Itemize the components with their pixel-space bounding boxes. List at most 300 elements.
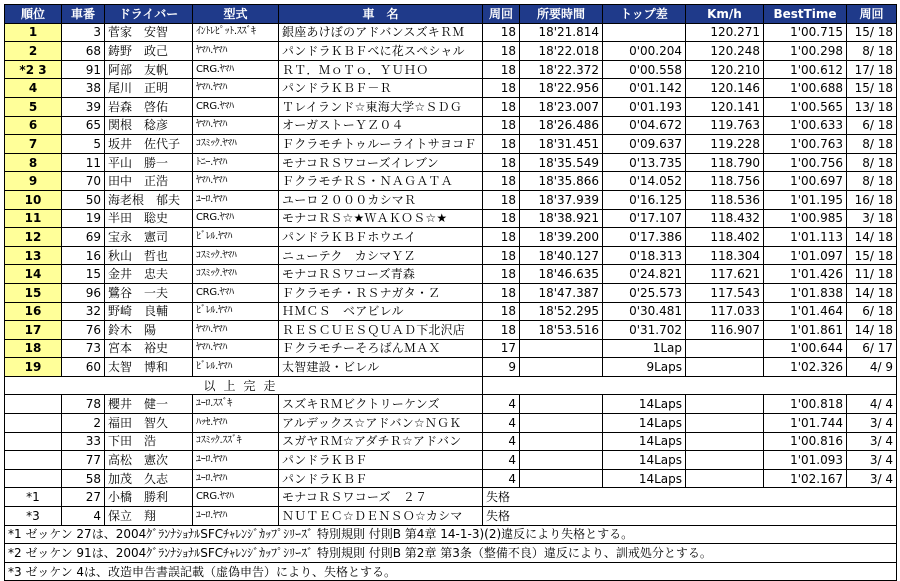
- car-number-cell: 77: [62, 451, 105, 470]
- position-cell: [5, 432, 62, 451]
- best-time-cell: 1'01.097: [764, 246, 847, 265]
- speed-cell: [686, 395, 764, 414]
- separator-label: 以上完走: [203, 378, 284, 393]
- best-lap-cell: 14/ 18: [847, 228, 897, 247]
- header-car-number: 車番: [62, 5, 105, 24]
- speed-cell: 118.402: [686, 228, 764, 247]
- total-time-cell: 18'21.814: [520, 23, 603, 42]
- best-time-cell: 1'00.715: [764, 23, 847, 42]
- result-row: [5, 97, 897, 116]
- best-time-cell: 1'00.756: [764, 153, 847, 172]
- car-number-cell: 76: [62, 321, 105, 340]
- header-driver: ドライバー: [105, 5, 193, 24]
- result-row: [5, 60, 897, 79]
- total-time-cell: [520, 358, 603, 377]
- best-lap-cell: 3/ 4: [847, 451, 897, 470]
- model-cell: ｺｽﾐｯｸ.ﾔﾏﾊ: [193, 246, 279, 265]
- status-cell: 失格: [483, 488, 897, 507]
- best-lap-cell: 14/ 18: [847, 321, 897, 340]
- model-cell: ﾄﾆｰ.ﾔﾏﾊ: [193, 153, 279, 172]
- total-time-cell: [520, 469, 603, 488]
- dnf-row: [5, 414, 897, 433]
- result-row: [5, 283, 897, 302]
- result-row: [5, 358, 897, 377]
- gap-cell: 0'01.142: [603, 79, 686, 98]
- car-name-cell: オーガストーＹＺ０４: [279, 116, 483, 135]
- car-number-cell: 5: [62, 135, 105, 154]
- position-cell: [5, 414, 62, 433]
- model-cell: ｲﾝﾄﾚﾋﾟｯﾄ.ｽｽﾞｷ: [193, 23, 279, 42]
- best-lap-cell: 3/ 4: [847, 469, 897, 488]
- laps-cell: 17: [483, 339, 520, 358]
- gap-cell: 0'25.573: [603, 283, 686, 302]
- best-lap-cell: 11/ 18: [847, 265, 897, 284]
- car-name-cell: ＦクラモチーそろばんＭＡＸ: [279, 339, 483, 358]
- total-time-cell: 18'23.007: [520, 97, 603, 116]
- driver-cell: 鈴木 陽: [105, 321, 193, 340]
- model-cell: ﾋﾞﾚﾙ.ﾔﾏﾊ: [193, 228, 279, 247]
- position-cell: 4: [5, 79, 62, 98]
- laps-cell: 4: [483, 432, 520, 451]
- car-number-cell: 60: [62, 358, 105, 377]
- gap-cell: 1Lap: [603, 339, 686, 358]
- gap-cell: 9Laps: [603, 358, 686, 377]
- best-time-cell: 1'00.697: [764, 172, 847, 191]
- best-time-cell: 1'01.426: [764, 265, 847, 284]
- car-name-cell: パンドラＫＢＦ－Ｒ: [279, 79, 483, 98]
- car-number-cell: 68: [62, 42, 105, 61]
- best-lap-cell: 15/ 18: [847, 23, 897, 42]
- driver-cell: 保立 翔: [105, 507, 193, 526]
- laps-cell: 18: [483, 190, 520, 209]
- best-time-cell: 1'01.838: [764, 283, 847, 302]
- speed-cell: [686, 414, 764, 433]
- model-cell: ﾊｯｾ.ﾔﾏﾊ: [193, 414, 279, 433]
- position-cell: 6: [5, 116, 62, 135]
- result-row: [5, 339, 897, 358]
- results-document: [4, 4, 896, 581]
- best-lap-cell: 16/ 18: [847, 190, 897, 209]
- header-best-time: BestTime: [764, 5, 847, 24]
- gap-cell: 14Laps: [603, 432, 686, 451]
- car-number-cell: 32: [62, 302, 105, 321]
- gap-cell: 0'01.193: [603, 97, 686, 116]
- gap-cell: 0'14.052: [603, 172, 686, 191]
- result-row: [5, 116, 897, 135]
- total-time-cell: 18'35.549: [520, 153, 603, 172]
- car-name-cell: アルデックス☆アドバン☆ＮＧＫ: [279, 414, 483, 433]
- best-time-cell: 1'01.744: [764, 414, 847, 433]
- driver-cell: 高松 憲次: [105, 451, 193, 470]
- gap-cell: 14Laps: [603, 451, 686, 470]
- driver-cell: 宝永 憲司: [105, 228, 193, 247]
- laps-cell: 18: [483, 60, 520, 79]
- gap-cell: 0'31.702: [603, 321, 686, 340]
- driver-cell: 下田 浩: [105, 432, 193, 451]
- speed-cell: [686, 432, 764, 451]
- driver-cell: 阿部 友帆: [105, 60, 193, 79]
- speed-cell: [686, 358, 764, 377]
- best-lap-cell: 3/ 4: [847, 414, 897, 433]
- car-name-cell: スガヤＲＭ☆アダチＲ☆アドバン: [279, 432, 483, 451]
- speed-cell: 120.271: [686, 23, 764, 42]
- best-time-cell: 1'00.818: [764, 395, 847, 414]
- model-cell: ﾕｰﾛ.ﾔﾏﾊ: [193, 507, 279, 526]
- model-cell: ｺｽﾐｯｸ.ﾔﾏﾊ: [193, 135, 279, 154]
- position-cell: 11: [5, 209, 62, 228]
- result-row: [5, 265, 897, 284]
- model-cell: ﾕｰﾛ.ﾔﾏﾊ: [193, 190, 279, 209]
- car-number-cell: 15: [62, 265, 105, 284]
- position-cell: 12: [5, 228, 62, 247]
- total-time-cell: 18'47.387: [520, 283, 603, 302]
- gap-cell: 14Laps: [603, 395, 686, 414]
- car-name-cell: Ｆクラモチ・ＲＳナガタ・Ｚ: [279, 283, 483, 302]
- position-cell: 18: [5, 339, 62, 358]
- header-model: 型式: [193, 5, 279, 24]
- disqualified-row: [5, 507, 897, 526]
- driver-cell: 加茂 久志: [105, 469, 193, 488]
- model-cell: ﾔﾏﾊ.ﾔﾏﾊ: [193, 116, 279, 135]
- model-cell: CRG.ﾔﾏﾊ: [193, 97, 279, 116]
- laps-cell: 18: [483, 283, 520, 302]
- best-time-cell: 1'00.816: [764, 432, 847, 451]
- car-name-cell: Ｔレイランド☆東海大学☆ＳＤＧ: [279, 97, 483, 116]
- car-name-cell: ユーロ２０００カシマＲ: [279, 190, 483, 209]
- speed-cell: 120.146: [686, 79, 764, 98]
- driver-cell: 関根 稔彦: [105, 116, 193, 135]
- best-lap-cell: 4/ 9: [847, 358, 897, 377]
- speed-cell: 119.228: [686, 135, 764, 154]
- gap-cell: 0'13.735: [603, 153, 686, 172]
- best-lap-cell: 3/ 4: [847, 432, 897, 451]
- driver-cell: 田中 正浩: [105, 172, 193, 191]
- car-name-cell: ＦクラモチトゥルーライトサヨコＦ: [279, 135, 483, 154]
- best-lap-cell: 8/ 18: [847, 153, 897, 172]
- best-lap-cell: 6/ 17: [847, 339, 897, 358]
- laps-cell: 18: [483, 209, 520, 228]
- gap-cell: 0'00.204: [603, 42, 686, 61]
- car-number-cell: 19: [62, 209, 105, 228]
- gap-cell: 0'16.125: [603, 190, 686, 209]
- car-number-cell: 39: [62, 97, 105, 116]
- gap-cell: 0'04.672: [603, 116, 686, 135]
- car-name-cell: モナコＲＳワコーズ ２７: [279, 488, 483, 507]
- car-number-cell: 4: [62, 507, 105, 526]
- car-number-cell: 58: [62, 469, 105, 488]
- laps-cell: 4: [483, 451, 520, 470]
- car-name-cell: パンドラＫＢＦホウエイ: [279, 228, 483, 247]
- driver-cell: 半田 聡史: [105, 209, 193, 228]
- total-time-cell: 18'26.486: [520, 116, 603, 135]
- best-lap-cell: 3/ 18: [847, 209, 897, 228]
- total-time-cell: [520, 395, 603, 414]
- best-lap-cell: 8/ 18: [847, 172, 897, 191]
- speed-cell: [686, 469, 764, 488]
- best-time-cell: 1'00.985: [764, 209, 847, 228]
- best-lap-cell: 15/ 18: [847, 79, 897, 98]
- best-time-cell: 1'02.167: [764, 469, 847, 488]
- speed-cell: [686, 451, 764, 470]
- position-cell: 14: [5, 265, 62, 284]
- position-cell: *3: [5, 507, 62, 526]
- speed-cell: [686, 339, 764, 358]
- best-lap-cell: 4/ 4: [847, 395, 897, 414]
- position-cell: 10: [5, 190, 62, 209]
- result-row: [5, 79, 897, 98]
- gap-cell: 0'09.637: [603, 135, 686, 154]
- disqualified-row: [5, 488, 897, 507]
- model-cell: ﾔﾏﾊ.ﾔﾏﾊ: [193, 172, 279, 191]
- gap-cell: 0'00.558: [603, 60, 686, 79]
- header-total-time: 所要時間: [520, 5, 603, 24]
- car-number-cell: 78: [62, 395, 105, 414]
- total-time-cell: [520, 414, 603, 433]
- gap-cell: [603, 23, 686, 42]
- car-number-cell: 27: [62, 488, 105, 507]
- total-time-cell: [520, 339, 603, 358]
- total-time-cell: 18'39.200: [520, 228, 603, 247]
- result-row: [5, 23, 897, 42]
- position-cell: 16: [5, 302, 62, 321]
- laps-cell: 18: [483, 302, 520, 321]
- gap-cell: 0'24.821: [603, 265, 686, 284]
- speed-cell: 119.763: [686, 116, 764, 135]
- model-cell: ﾕｰﾛ.ｽｽﾞｷ: [193, 395, 279, 414]
- driver-cell: 海老根 郁夫: [105, 190, 193, 209]
- model-cell: ﾔﾏﾊ.ﾔﾏﾊ: [193, 321, 279, 340]
- position-cell: [5, 451, 62, 470]
- total-time-cell: 18'35.866: [520, 172, 603, 191]
- model-cell: CRG.ﾔﾏﾊ: [193, 488, 279, 507]
- result-row: [5, 228, 897, 247]
- header-row: [5, 5, 897, 24]
- result-row: [5, 246, 897, 265]
- laps-cell: 18: [483, 172, 520, 191]
- total-time-cell: 18'52.295: [520, 302, 603, 321]
- result-row: [5, 209, 897, 228]
- header-best-lap: 周回: [847, 5, 897, 24]
- laps-cell: 18: [483, 228, 520, 247]
- car-number-cell: 69: [62, 228, 105, 247]
- speed-cell: 117.621: [686, 265, 764, 284]
- gap-cell: 14Laps: [603, 414, 686, 433]
- total-time-cell: 18'22.372: [520, 60, 603, 79]
- position-cell: 17: [5, 321, 62, 340]
- gap-cell: 14Laps: [603, 469, 686, 488]
- header-gap: トップ差: [603, 5, 686, 24]
- driver-cell: 金井 忠夫: [105, 265, 193, 284]
- total-time-cell: 18'38.921: [520, 209, 603, 228]
- result-row: [5, 302, 897, 321]
- total-time-cell: 18'46.635: [520, 265, 603, 284]
- position-cell: 19: [5, 358, 62, 377]
- best-lap-cell: 14/ 18: [847, 283, 897, 302]
- laps-cell: 18: [483, 246, 520, 265]
- car-number-cell: 11: [62, 153, 105, 172]
- best-time-cell: 1'01.093: [764, 451, 847, 470]
- position-cell: [5, 469, 62, 488]
- position-cell: 7: [5, 135, 62, 154]
- regulation-note: *2 ゼッケン 91は、2004ｸﾞﾗﾝﾅｼｮﾅﾙSFCﾁｬﾚﾝｼﾞｶｯﾌﾟｼﾘｰｽﾞ 特別規則 付則B 第2章 第3条（整備不良）違反により、訓戒処分とする。: [5, 544, 897, 563]
- total-time-cell: 18'53.516: [520, 321, 603, 340]
- finish-separator-row: [5, 376, 897, 395]
- best-time-cell: 1'01.464: [764, 302, 847, 321]
- driver-cell: 尾川 正明: [105, 79, 193, 98]
- car-name-cell: ＦクラモチＲＳ・ＮＡＧＡＴＡ: [279, 172, 483, 191]
- best-time-cell: 1'00.644: [764, 339, 847, 358]
- best-time-cell: 1'00.688: [764, 79, 847, 98]
- model-cell: ﾔﾏﾊ.ﾔﾏﾊ: [193, 79, 279, 98]
- driver-cell: 福田 智久: [105, 414, 193, 433]
- driver-cell: 櫻井 健一: [105, 395, 193, 414]
- speed-cell: 118.536: [686, 190, 764, 209]
- driver-cell: 太智 博和: [105, 358, 193, 377]
- dnf-row: [5, 451, 897, 470]
- laps-cell: 4: [483, 395, 520, 414]
- laps-cell: 18: [483, 153, 520, 172]
- car-number-cell: 91: [62, 60, 105, 79]
- dnf-row: [5, 469, 897, 488]
- results-table: [4, 4, 897, 581]
- header-car-name: 車 名: [279, 5, 483, 24]
- best-time-cell: 1'00.633: [764, 116, 847, 135]
- car-number-cell: 50: [62, 190, 105, 209]
- car-number-cell: 38: [62, 79, 105, 98]
- laps-cell: 18: [483, 321, 520, 340]
- gap-cell: 0'30.481: [603, 302, 686, 321]
- model-cell: ﾔﾏﾊ.ﾔﾏﾊ: [193, 42, 279, 61]
- position-cell: 13: [5, 246, 62, 265]
- model-cell: ﾕｰﾛ.ﾔﾏﾊ: [193, 451, 279, 470]
- position-cell: 15: [5, 283, 62, 302]
- total-time-cell: [520, 451, 603, 470]
- header-speed: Km/h: [686, 5, 764, 24]
- driver-cell: 小橋 勝利: [105, 488, 193, 507]
- car-name-cell: ＲＴ．ＭｏＴｏ．ＹＵＨＯ: [279, 60, 483, 79]
- laps-cell: 18: [483, 265, 520, 284]
- speed-cell: 118.304: [686, 246, 764, 265]
- header-laps: 周回: [483, 5, 520, 24]
- regulation-note: *3 ゼッケン 4は、改造申告書誤記載（虚偽申告）により、失格とする。: [5, 562, 897, 581]
- best-time-cell: 1'00.298: [764, 42, 847, 61]
- laps-cell: 18: [483, 97, 520, 116]
- best-lap-cell: 6/ 18: [847, 302, 897, 321]
- model-cell: ｺｽﾐｯｸ.ｽｽﾞｷ: [193, 432, 279, 451]
- speed-cell: 117.543: [686, 283, 764, 302]
- speed-cell: 120.248: [686, 42, 764, 61]
- speed-cell: 120.210: [686, 60, 764, 79]
- speed-cell: 116.907: [686, 321, 764, 340]
- total-time-cell: 18'22.018: [520, 42, 603, 61]
- best-lap-cell: 6/ 18: [847, 116, 897, 135]
- total-time-cell: 18'31.451: [520, 135, 603, 154]
- position-cell: [5, 395, 62, 414]
- gap-cell: 0'17.386: [603, 228, 686, 247]
- note-row: [5, 544, 897, 563]
- laps-cell: 4: [483, 469, 520, 488]
- laps-cell: 18: [483, 23, 520, 42]
- car-name-cell: 銀座あけぼのアドバンスズキＲＭ: [279, 23, 483, 42]
- position-cell: *1: [5, 488, 62, 507]
- best-lap-cell: 15/ 18: [847, 246, 897, 265]
- laps-cell: 4: [483, 414, 520, 433]
- result-row: [5, 190, 897, 209]
- car-name-cell: モナコＲＳワコーズ青森: [279, 265, 483, 284]
- gap-cell: 0'18.313: [603, 246, 686, 265]
- note-row: [5, 562, 897, 581]
- speed-cell: 118.756: [686, 172, 764, 191]
- dnf-row: [5, 395, 897, 414]
- separator-blank: [5, 376, 483, 395]
- car-name-cell: パンドラＫＢＦ: [279, 469, 483, 488]
- car-number-cell: 2: [62, 414, 105, 433]
- position-cell: 2: [5, 42, 62, 61]
- note-row: [5, 525, 897, 544]
- model-cell: CRG.ﾔﾏﾊ: [193, 209, 279, 228]
- separator-blank-right: [483, 376, 897, 395]
- model-cell: ﾋﾞﾚﾙ.ﾔﾏﾊ: [193, 358, 279, 377]
- car-number-cell: 3: [62, 23, 105, 42]
- car-number-cell: 33: [62, 432, 105, 451]
- speed-cell: 120.141: [686, 97, 764, 116]
- dnf-row: [5, 432, 897, 451]
- car-name-cell: パンドラＫＢＦ: [279, 451, 483, 470]
- best-time-cell: 1'01.195: [764, 190, 847, 209]
- position-cell: 8: [5, 153, 62, 172]
- driver-cell: 秋山 哲也: [105, 246, 193, 265]
- speed-cell: 117.033: [686, 302, 764, 321]
- car-name-cell: モナコＲＳワコーズイレブン: [279, 153, 483, 172]
- best-time-cell: 1'00.763: [764, 135, 847, 154]
- position-cell: 1: [5, 23, 62, 42]
- laps-cell: 18: [483, 42, 520, 61]
- laps-cell: 18: [483, 79, 520, 98]
- laps-cell: 18: [483, 135, 520, 154]
- driver-cell: 野崎 良輔: [105, 302, 193, 321]
- car-name-cell: ＨＭＣＳ ベアビレル: [279, 302, 483, 321]
- laps-cell: 18: [483, 116, 520, 135]
- car-name-cell: ＮＵＴＥＣ☆ＤＥＮＳＯ☆カシマ: [279, 507, 483, 526]
- status-cell: 失格: [483, 507, 897, 526]
- car-number-cell: 65: [62, 116, 105, 135]
- best-time-cell: 1'01.113: [764, 228, 847, 247]
- model-cell: ﾔﾏﾊ.ﾔﾏﾊ: [193, 339, 279, 358]
- total-time-cell: 18'37.939: [520, 190, 603, 209]
- model-cell: ﾕｰﾛ.ﾔﾏﾊ: [193, 469, 279, 488]
- car-name-cell: パンドラＫＢＦべに花スペシャル: [279, 42, 483, 61]
- best-lap-cell: 17/ 18: [847, 60, 897, 79]
- model-cell: ﾋﾞﾚﾙ.ﾔﾏﾊ: [193, 302, 279, 321]
- car-name-cell: モナコＲＳ☆★ＷＡＫＯＳ☆★: [279, 209, 483, 228]
- model-cell: ｺｽﾐｯｸ.ﾔﾏﾊ: [193, 265, 279, 284]
- driver-cell: 鋳野 政己: [105, 42, 193, 61]
- car-name-cell: ニューテク カシマＹＺ: [279, 246, 483, 265]
- best-lap-cell: 13/ 18: [847, 97, 897, 116]
- best-time-cell: 1'00.565: [764, 97, 847, 116]
- gap-cell: 0'17.107: [603, 209, 686, 228]
- car-number-cell: 73: [62, 339, 105, 358]
- result-row: [5, 321, 897, 340]
- model-cell: CRG.ﾔﾏﾊ: [193, 60, 279, 79]
- position-cell: 9: [5, 172, 62, 191]
- driver-cell: 平山 勝一: [105, 153, 193, 172]
- driver-cell: 坂井 佐代子: [105, 135, 193, 154]
- result-row: [5, 135, 897, 154]
- speed-cell: 118.790: [686, 153, 764, 172]
- car-name-cell: 太智建設・ビレル: [279, 358, 483, 377]
- position-cell: 5: [5, 97, 62, 116]
